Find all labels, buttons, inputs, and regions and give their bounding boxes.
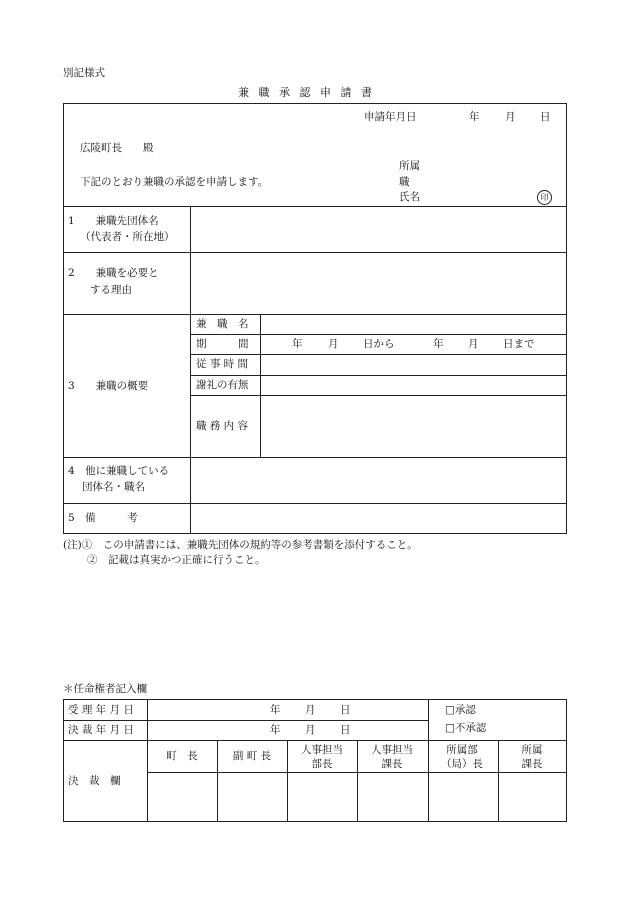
period-to-month: 月 <box>468 338 479 350</box>
divider <box>190 354 567 355</box>
date-year: 年 <box>469 111 480 123</box>
received-day: 日 <box>340 704 351 716</box>
name-label: 氏名 <box>399 191 420 203</box>
row3-label: 3 兼職の概要 <box>68 380 149 392</box>
authority-section-title: ＊任命権者記入欄 <box>63 683 147 695</box>
subrow-name-label: 兼 職 名 <box>196 318 249 330</box>
column-label: 所属部 <box>446 744 478 756</box>
affiliation-label: 所属 <box>399 160 420 172</box>
column-label: 人事担当 <box>371 744 413 756</box>
subrow-period-label: 期 間 <box>196 338 249 350</box>
divider <box>190 395 567 396</box>
approval-column-label: 決 裁 欄 <box>68 775 121 787</box>
divider <box>64 314 567 315</box>
column-sublabel: （局）長 <box>441 758 483 770</box>
disapprove-checkbox[interactable]: □不承認 <box>445 722 487 734</box>
column-label: 町 長 <box>166 750 198 762</box>
divider <box>190 206 191 533</box>
period-from-year: 年 <box>292 338 303 350</box>
divider <box>190 375 567 376</box>
row1-label: 1 兼職先団体名 <box>68 215 159 227</box>
divider <box>64 740 567 741</box>
received-date-label: 受 理 年 月 日 <box>68 704 134 716</box>
column-hr-manager <box>357 743 427 771</box>
row4-label: 4 他に兼職している <box>68 465 170 477</box>
note-2: ② 記載は真実かつ正確に行うこと。 <box>87 554 266 566</box>
decided-day: 日 <box>340 724 351 736</box>
row2-sublabel: する理由 <box>90 284 132 296</box>
decided-month: 月 <box>305 724 316 736</box>
divider <box>64 206 567 207</box>
date-day: 日 <box>540 111 551 123</box>
column-deputy-mayor <box>217 750 287 763</box>
position-label: 職 <box>399 176 410 188</box>
column-label: 所属 <box>521 744 543 756</box>
period-to-day: 日まで <box>503 338 535 350</box>
row4-sublabel: 団体名・職名 <box>82 481 145 493</box>
column-dept-head <box>427 743 497 771</box>
received-month: 月 <box>305 704 316 716</box>
divider <box>64 457 567 458</box>
column-sublabel: 部長 <box>311 758 333 770</box>
subrow-duties-label: 職 務 内 容 <box>196 420 249 432</box>
seal-mark: 印 <box>537 190 552 205</box>
subrow-hours-label: 従 事 時 間 <box>196 358 249 370</box>
date-month: 月 <box>505 111 516 123</box>
row1-sublabel: （代表者・所在地） <box>80 231 175 243</box>
note-1: (注)① この申請書には、兼職先団体の規約等の参考書類を添付すること。 <box>63 539 418 551</box>
column-sublabel: 課長 <box>381 758 403 770</box>
addressee: 広陵町長 殿 <box>80 142 154 154</box>
subrow-fee-label: 謝礼の有無 <box>196 379 249 391</box>
approve-checkbox[interactable]: □承認 <box>445 704 476 716</box>
divider <box>64 503 567 504</box>
column-hr-director <box>287 743 357 771</box>
period-from-month: 月 <box>328 338 339 350</box>
decided-date-label: 決 裁 年 月 日 <box>68 724 134 736</box>
period-to-year: 年 <box>433 338 444 350</box>
row2-label: 2 兼職を必要と <box>68 267 159 279</box>
divider <box>64 720 428 721</box>
received-year: 年 <box>270 704 281 716</box>
application-date-label: 申請年月日 <box>364 111 417 123</box>
divider <box>64 252 567 253</box>
column-sublabel: 課長 <box>521 758 543 770</box>
decided-year: 年 <box>270 724 281 736</box>
form-label: 別記様式 <box>63 67 105 79</box>
divider <box>260 314 261 457</box>
column-mayor <box>147 750 217 763</box>
page-title: 兼 職 承 認 申 請 書 <box>238 86 375 99</box>
column-section-manager <box>497 743 567 771</box>
period-from-day: 日から <box>363 338 395 350</box>
request-text: 下記のとおり兼職の承認を申請します。 <box>80 176 269 188</box>
column-label: 副 町 長 <box>232 750 272 762</box>
column-label: 人事担当 <box>301 744 343 756</box>
divider <box>190 334 567 335</box>
row5-label: 5 備 考 <box>68 512 138 524</box>
